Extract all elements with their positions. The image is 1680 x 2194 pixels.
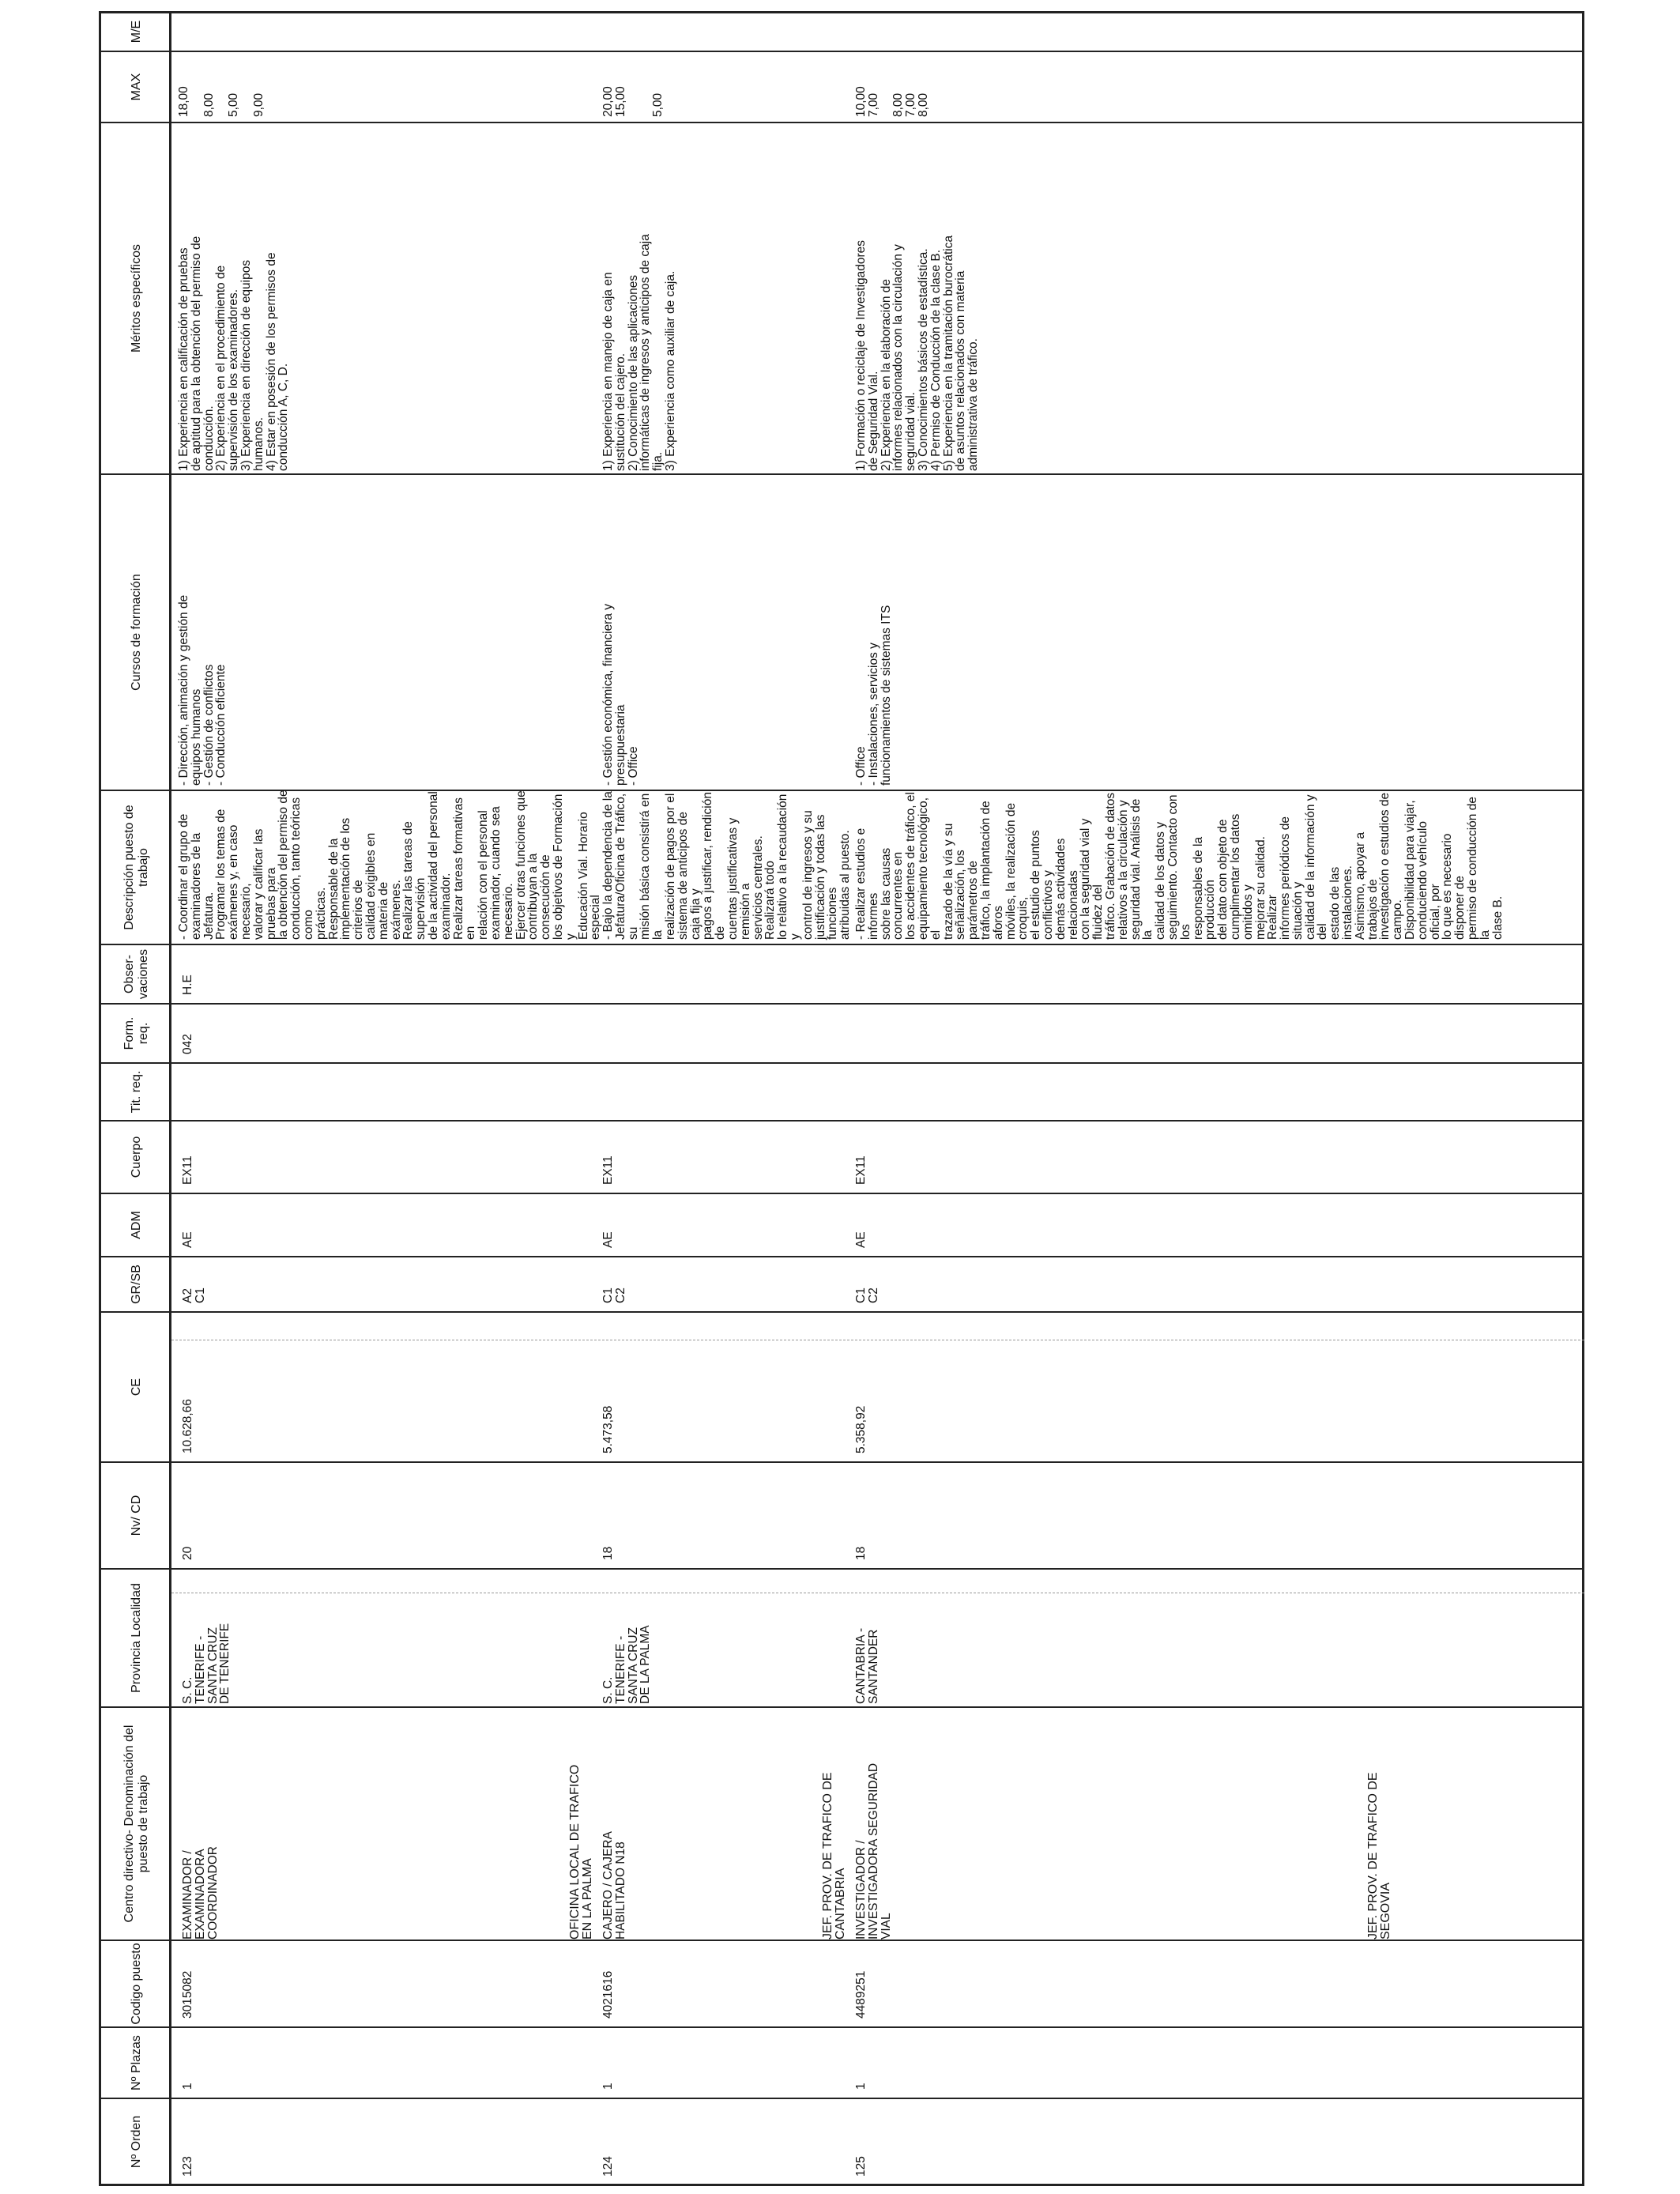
plazas-cell: 1 [601, 2083, 615, 2090]
codigo-cell: 4489251 [854, 1970, 868, 2019]
column-divider [99, 1940, 1584, 1941]
column-divider [99, 473, 1584, 475]
header-max: MAX [130, 73, 144, 101]
provincia-cell: S. C. TENERIFE - SANTA CRUZ DE LA PALMA [601, 1625, 653, 1704]
column-divider [99, 1568, 1584, 1570]
header-n-orden: Nº Orden [130, 2115, 144, 2169]
column-divider [99, 1062, 1584, 1064]
header-me: M/E [130, 20, 144, 43]
header-codigo: Codigo puesto [130, 1943, 144, 2025]
column-divider [99, 1256, 1584, 1257]
ce-cell: 10.628,66 [181, 1399, 194, 1453]
cuerpo-cell: EX11 [181, 1155, 194, 1185]
header-tit-req: Tit. req. [130, 1070, 144, 1114]
orden-cell: 124 [601, 2156, 615, 2177]
header-cursos: Cursos de formación [130, 574, 144, 691]
org-header-la-palma: OFICINA LOCAL DE TRAFICO EN LA PALMA [568, 1764, 594, 1940]
obs-cell: H.E [181, 974, 194, 995]
adm-cell: AE [601, 1231, 615, 1248]
grupo-cell: A2 C1 [181, 1287, 207, 1303]
column-divider [99, 1003, 1584, 1005]
header-gr-sb: GR/SB [130, 1265, 144, 1304]
cuerpo-cell: EX11 [601, 1155, 615, 1185]
provincia-cell: S. C. TENERIFE - SANTA CRUZ DE TENERIFE [181, 1623, 232, 1704]
column-divider [99, 2026, 1584, 2028]
column-divider [99, 1461, 1584, 1463]
column-divider [99, 1193, 1584, 1194]
meritos-cell: 1) Formación o reciclaje de Investigadores de Seguridad Vial. 2) Experiencia en la elaboración de informes relacionados con la circulación y seguridad vial. 3) Conocimientos básicos de estadística. 4) Permiso de Conducción de la clase B. 5) Experiencia en la tramitación burocrática de asuntos relacionados con materia administrativa de tráfico. [854, 235, 981, 471]
column-divider [99, 51, 1584, 52]
column-divider [99, 2098, 1584, 2099]
orden-cell: 125 [854, 2156, 868, 2177]
column-divider [99, 1311, 1584, 1313]
header-descripcion: Descripción puesto de trabajo [122, 805, 150, 930]
meritos-cell: 1) Experiencia en manejo de caja en sustitución del cajero. 2) Conocimiento de las aplicaciones informáticas de ingresos y anticipos de caja fija. 3) Experiencia como auxiliar de caja. [601, 234, 677, 471]
header-centro: Centro directivo- Denominación del puesto de trabajo [122, 1725, 150, 1923]
codigo-cell: 4021616 [601, 1970, 615, 2019]
column-divider [99, 122, 1584, 123]
nivel-cell: 18 [854, 1546, 868, 1560]
nivel-cell: 20 [181, 1546, 194, 1560]
denominacion-cell: EXAMINADOR / EXAMINADORA COORDINADOR [181, 1846, 220, 1940]
cursos-cell: - Office - Instalaciones, servicios y funcionamientos de sistemas ITS [854, 605, 893, 786]
ce-cell: 5.358,92 [854, 1405, 868, 1453]
orden-cell: 123 [181, 2156, 194, 2177]
header-adm: ADM [130, 1211, 144, 1239]
column-divider [99, 1120, 1584, 1122]
org-header-segovia: JEF. PROV. DE TRAFICO DE SEGOVIA [1366, 1772, 1392, 1940]
cuerpo-cell: EX11 [854, 1155, 868, 1185]
column-divider [99, 944, 1584, 945]
denominacion-cell: CAJERO / CAJERA HABILITADO N18 [601, 1831, 627, 1940]
cursos-cell: - Gestión económica, financiera y presupuestaria - Office [601, 603, 640, 786]
plazas-cell: 1 [854, 2083, 868, 2090]
header-observaciones: Obser- vaciones [122, 948, 150, 1000]
cursos-cell: - Dirección, animación y gestión de equipos humanos - Gestión de conflictos - Conducción eficiente [177, 594, 228, 786]
codigo-cell: 3015082 [181, 1970, 194, 2019]
provincia-cell: CANTABRIA - SANTANDER [854, 1627, 880, 1704]
header-ce: CE [130, 1378, 144, 1397]
descripcion-cell: - Realizar estudios e informes sobre las causas concurrentes en los accidentes de tráfico, el equipamiento tecnológico, el trazado de la vía y su señalización, los parámetros de tráfico, la implantación de aforos móviles, la realización de croquis, el estudio de puntos conflictivos y demás actividades relacionadas con la seguridad vial y fluidez del tráfico. Grabación de datos relativos a la circulación y seguridad vial. Análisis de la calidad de los datos y seguimiento. Contacto con los responsables de la producción del dato con objeto de cumplimentar los datos omitidos y mejorar su calidad. Realizar informes periódicos de situación y calidad de la información y del estado de las instalaciones. Asimismo, apoyar a trabajos de investigación o estudios de campo. Disponibilidad para viajar, conduciendo vehículo oficial, por lo que es necesario disponer de permiso de conducción de la clase B. [854, 792, 1505, 940]
header-meritos: Méritos específicos [130, 244, 144, 352]
ce-cell: 5.473,58 [601, 1405, 615, 1453]
header-cuerpo: Cuerpo [130, 1136, 144, 1178]
max-cell: 20,00 15,00 5,00 [601, 86, 665, 117]
max-cell: 10,00 7,00 8,00 7,00 8,00 [854, 86, 930, 117]
column-divider [99, 1706, 1584, 1708]
header-form-req: Form. req. [122, 1016, 150, 1050]
meritos-cell: 1) Experiencia en calificación de pruebas de aptitud para la obtención del permiso de conducción. 2) Experiencia en el procedimiento de supervisión de los examinadores. 3) Experiencia en dirección de equipos humanos. 4) Estar en posesión de los permisos de conducción A, C, D. [177, 236, 291, 471]
descripcion-cell: - Coordinar el grupo de examinadores de la Jefatura. Programar los temas de exámenes y, en caso necesario, valorar y calificar las pruebas para la obtención del permiso de conducción, tanto teóricas como prácticas. Responsable de la implementación de los criterios de calidad exigibles en materia de exámenes. Realizar las tareas de supervisión de la actividad del personal examinador. Realizar tareas formativas en relación con el personal examinador, cuando sea necesario. Ejercer otras funciones que contribuyan a la consecución de los objetivos de Formación y Educación Vial. Horario especial [177, 790, 603, 940]
org-header-cantabria: JEF. PROV. DE TRAFICO DE CANTABRIA [821, 1772, 847, 1940]
grupo-cell: C1 C2 [854, 1287, 880, 1303]
form-cell: 042 [181, 1034, 194, 1054]
nivel-cell: 18 [601, 1546, 615, 1560]
denominacion-cell: INVESTIGADOR / INVESTIGADORA SEGURIDAD VIAL [854, 1762, 893, 1940]
header-provincia: Provincia Localidad [130, 1583, 144, 1693]
descripcion-cell: - Bajo la dependencia de la Jefatura/Oficina de Tráfico, su misión básica consistirá en la realización de pagos por el sistema de anticipos de caja fija y pagos a justificar, rendición de cuentas justificativas y remisión a servicios centrales. Realizará todo lo relativo a la recaudación y control de ingresos y su justificación y todas las funciones atribuidas al puesto. [601, 791, 853, 940]
max-cell: 18,00 8,00 5,00 9,00 [177, 86, 266, 117]
header-n-plazas: Nº Plazas [130, 2035, 144, 2090]
grupo-cell: C1 C2 [601, 1287, 627, 1303]
header-nv-cd: Nv/ CD [130, 1495, 144, 1536]
adm-cell: AE [181, 1231, 194, 1248]
plazas-cell: 1 [181, 2083, 194, 2090]
adm-cell: AE [854, 1231, 868, 1248]
